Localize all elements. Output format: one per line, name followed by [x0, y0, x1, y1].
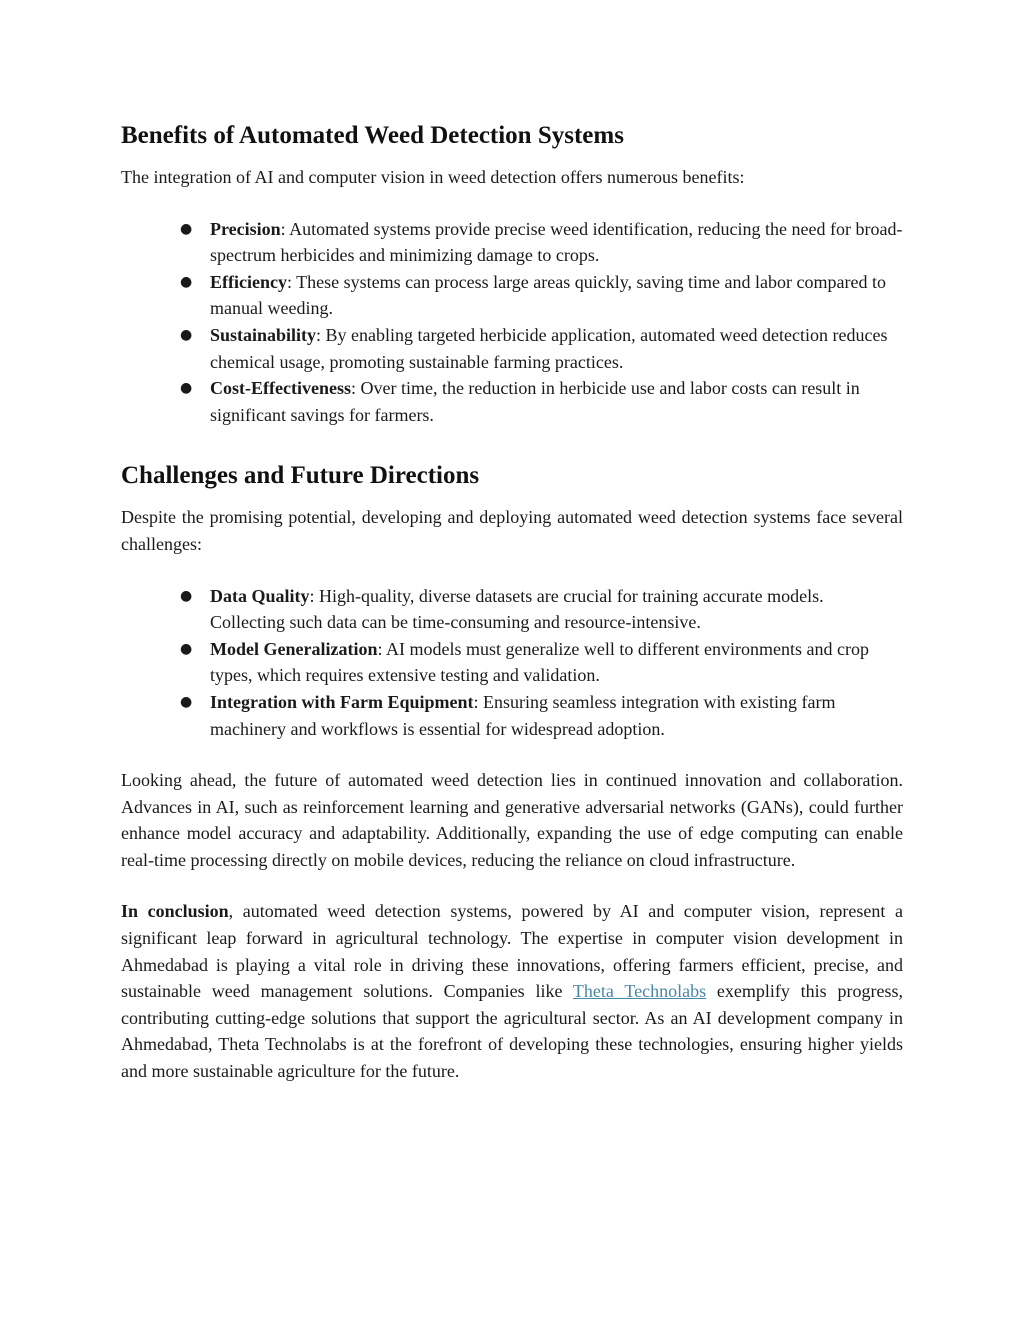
list-item	[121, 216, 903, 269]
list-item	[121, 689, 903, 742]
list-item-text: : Over time, the reduction in herbicide use and labor costs can result in significant savings for farmers.	[210, 378, 860, 425]
list-item-term: Data Quality	[210, 585, 310, 606]
conclusion-text-after-link: exemplify this progress, contributing cutting-edge solutions that support the agricultural sector. As an AI development company in Ahmedabad, Theta Technolabs is at the forefront of developing these technologies, ensuring higher yields and more sustainable agriculture for the future.	[121, 981, 903, 1082]
benefits-list	[121, 216, 903, 429]
bullet-icon: ●	[180, 326, 193, 343]
list-item-term: Precision	[210, 218, 281, 239]
list-item-text: : AI models must generalize well to different environments and crop types, which requires extensive testing and validation.	[210, 638, 869, 686]
bullet-icon: ●	[180, 380, 193, 397]
document-page	[121, 118, 903, 1085]
challenges-intro: Despite the promising potential, developing and deploying automated weed detection systems face several challenges:	[121, 507, 903, 554]
conclusion-paragraph	[121, 898, 903, 1084]
list-item-term: Efficiency	[210, 271, 287, 292]
benefits-heading: Benefits of Automated Weed Detection Systems	[121, 122, 624, 149]
list-item-text: : Ensuring seamless integration with existing farm machinery and workflows is essential for widespread adoption.	[210, 691, 836, 739]
list-item-text: : Automated systems provide precise weed identification, reducing the need for broad-spectrum herbicides and minimizing damage to crops.	[210, 218, 903, 266]
conclusion-text-before-link: , automated weed detection systems, powered by AI and computer vision, represent a significant leap forward in agricultural technology. The expertise in computer vision development in Ahmedabad is playing a vital role in driving these innovations, offering farmers efficient, precise, and sustainable weed management solutions. Companies like	[121, 901, 903, 1002]
list-item-term: Integration with Farm Equipment	[210, 691, 474, 712]
bullet-icon: ●	[180, 693, 193, 710]
conclusion-lead: In conclusion	[121, 901, 229, 922]
list-item-term: Cost-Effectiveness	[210, 378, 351, 399]
outlook-paragraph: Looking ahead, the future of automated weed detection lies in continued innovation and collaboration. Advances in AI, such as reinforcement learning and generative adversarial networks (GANs), could further enhance model accuracy and adaptability. Additionally, expanding the use of edge computing can enable real-time processing directly on mobile devices, reducing the reliance on cloud infrastructure.	[121, 770, 903, 870]
bullet-icon: ●	[180, 220, 193, 237]
list-item	[121, 636, 903, 689]
list-item	[121, 269, 903, 322]
list-item	[121, 322, 903, 375]
challenges-heading: Challenges and Future Directions	[121, 462, 480, 490]
bullet-icon: ●	[180, 587, 193, 604]
list-item-text: : These systems can process large areas quickly, saving time and labor compared to manual weeding.	[210, 271, 886, 319]
list-item-text: : By enabling targeted herbicide application, automated weed detection reduces chemical usage, promoting sustainable farming practices.	[210, 324, 888, 372]
list-item-term: Sustainability	[210, 324, 317, 345]
benefits-intro: The integration of AI and computer vision in weed detection offers numerous benefits:	[121, 167, 745, 187]
theta-technolabs-link[interactable]: Theta Technolabs	[572, 981, 707, 1002]
challenges-list	[121, 583, 903, 743]
list-item-term: Model Generalization	[210, 638, 378, 659]
list-item	[121, 583, 903, 636]
bullet-icon: ●	[180, 640, 193, 657]
list-item	[121, 375, 903, 428]
bullet-icon: ●	[180, 273, 193, 290]
list-item-text: : High-quality, diverse datasets are crucial for training accurate models. Collecting such data can be time-consuming and resource-intensive.	[210, 585, 824, 633]
